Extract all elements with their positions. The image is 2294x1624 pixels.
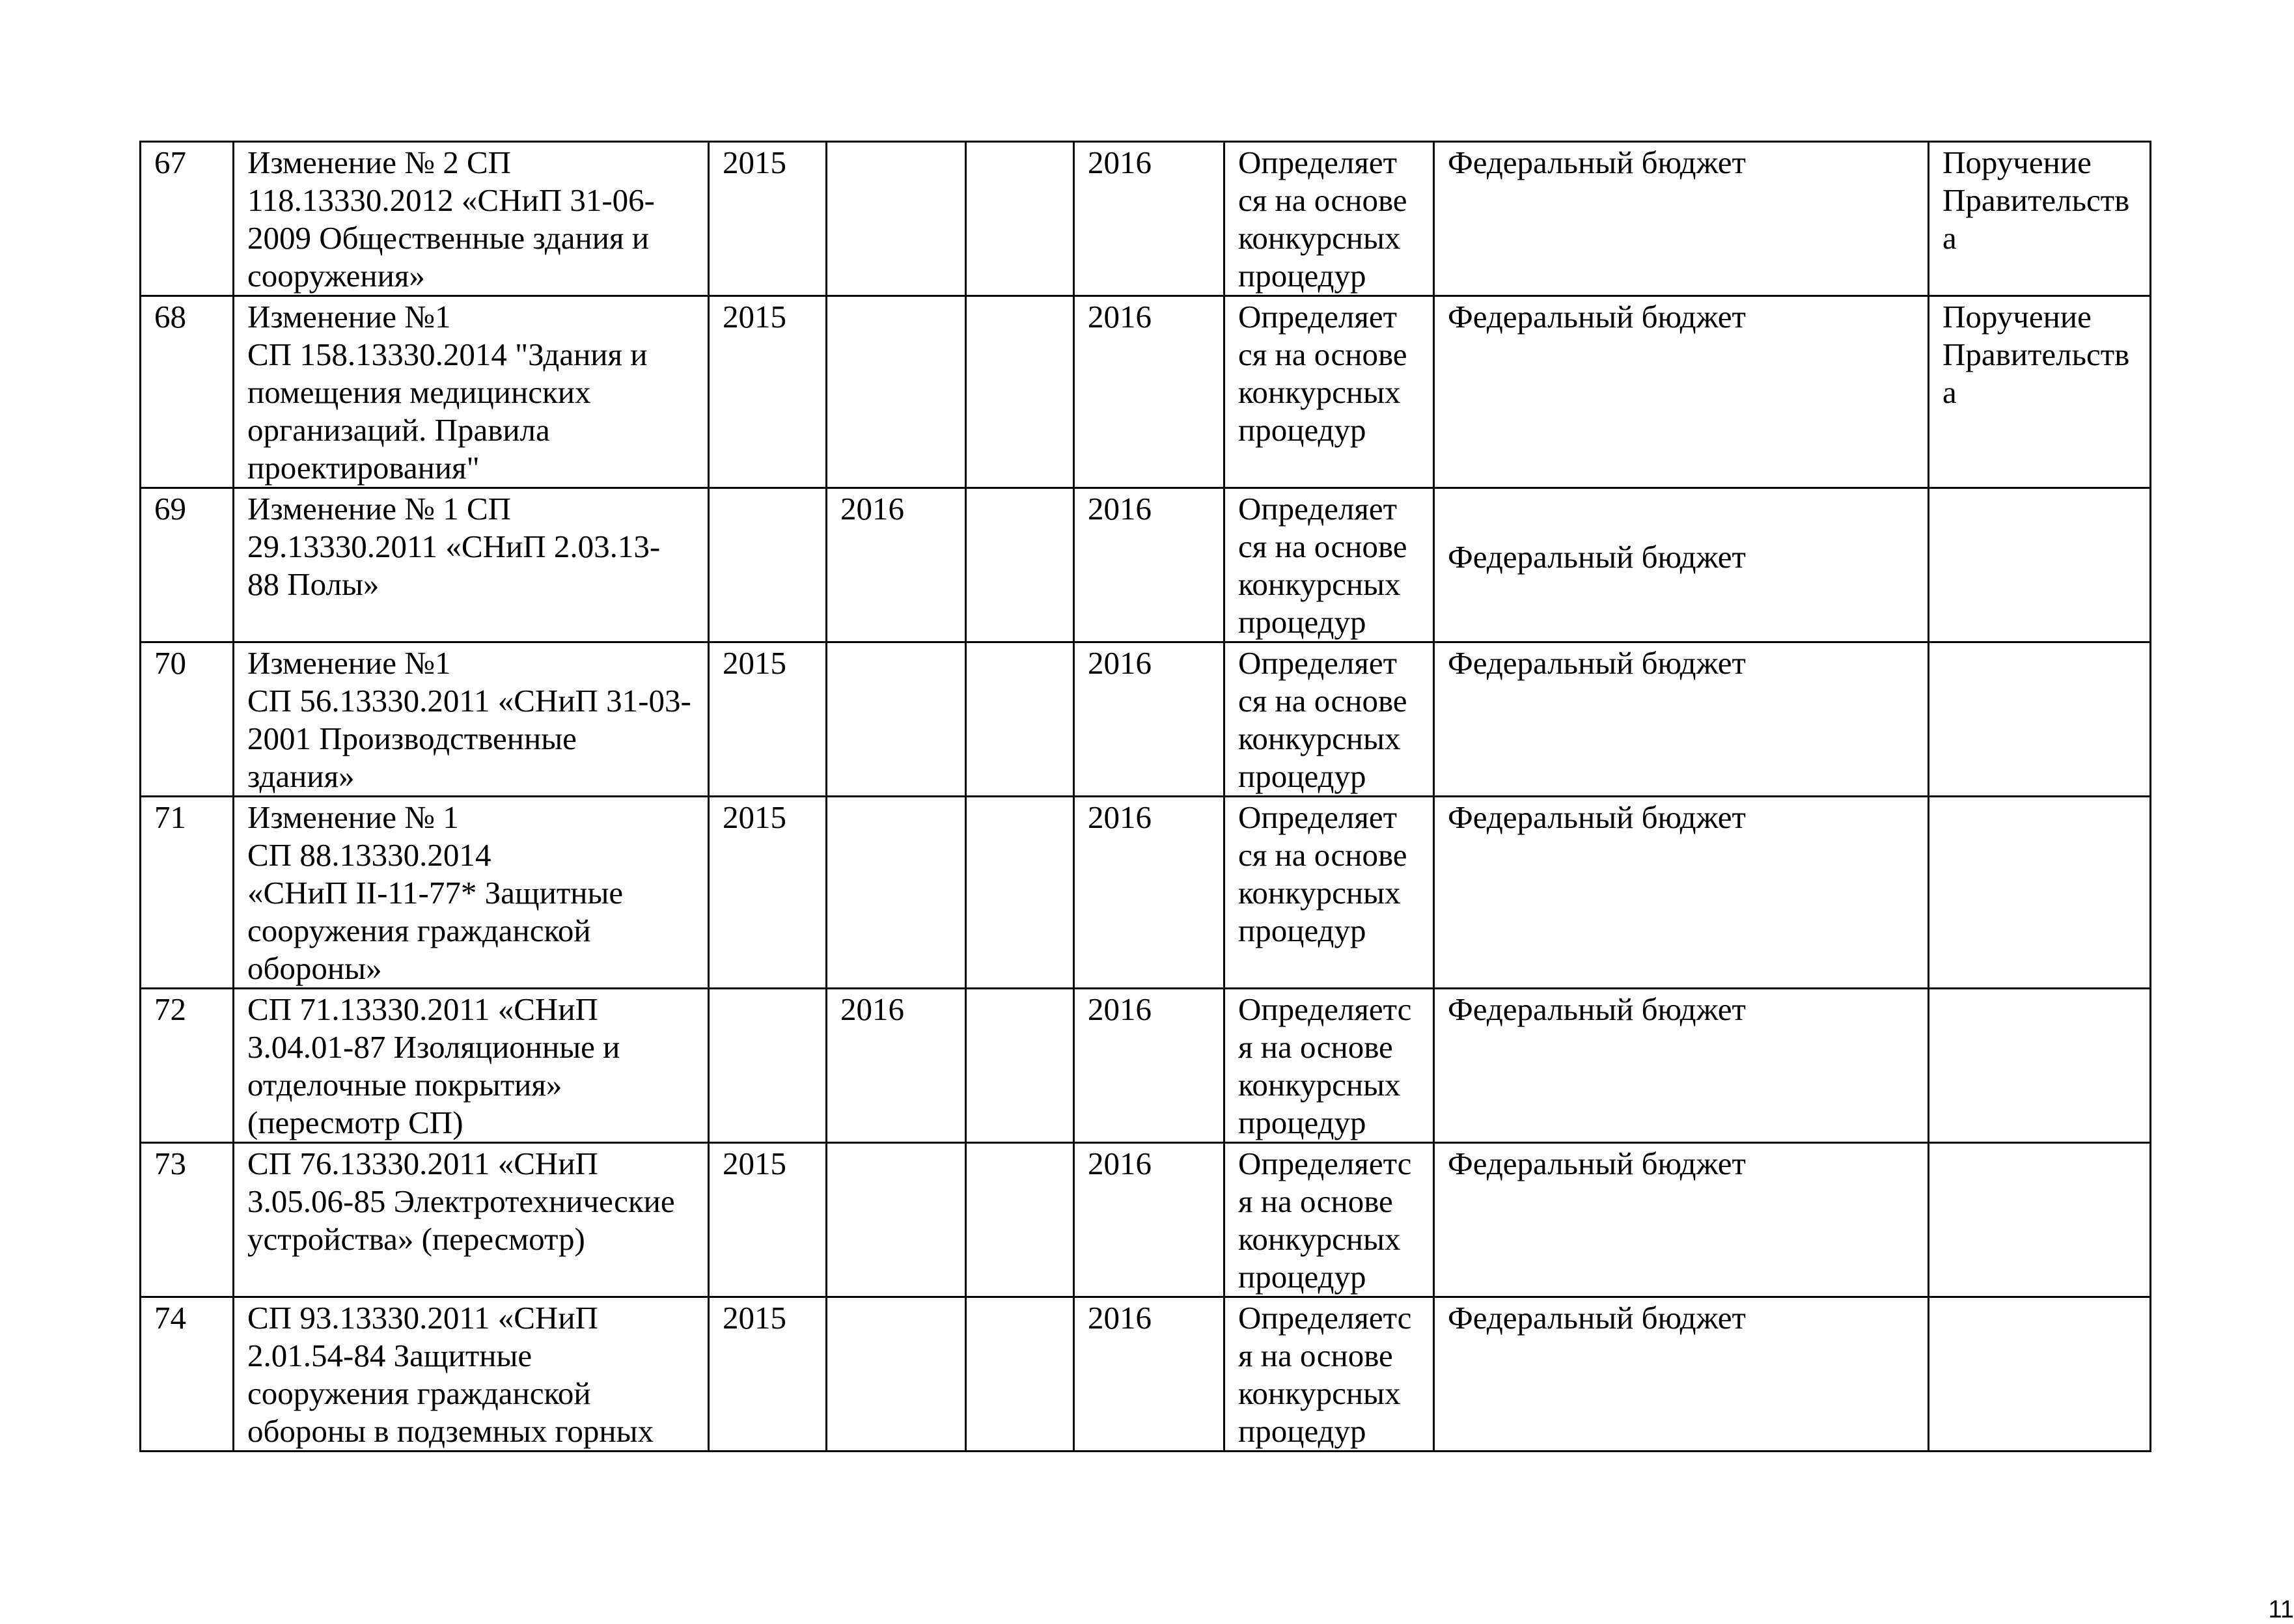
funding-source: Федеральный бюджет [1434,488,1929,642]
document-name: Изменение № 1 СП 29.13330.2011 «СНиП 2.03.13- 88 Полы» [234,488,709,642]
start-year-alt [827,797,966,989]
basis [1929,1297,2151,1452]
document-name: Изменение №1 СП 56.13330.2011 «СНиП 31-03- 2001 Производственные здания» [234,642,709,797]
document-name: СП 71.13330.2011 «СНиП 3.04.01-87 Изоляционные и отделочные покрытия» (пересмотр СП) [234,989,709,1143]
basis: Поручение Правительства [1929,296,2151,488]
basis [1929,642,2151,797]
document-name: Изменение № 1 СП 88.13330.2014 «СНиП II-11-77* Защитные сооружения гражданской обороны» [234,797,709,989]
table-row [141,488,2151,642]
funding-source: Федеральный бюджет [1434,797,1929,989]
basis [1929,797,2151,989]
executor: Определяет ся на основе конкурсных процедур [1224,642,1434,797]
basis [1929,989,2151,1143]
start-year: 2015 [709,296,827,488]
start-year-alt: 2016 [827,488,966,642]
start-year-alt [827,142,966,296]
end-year: 2016 [1074,797,1224,989]
basis [1929,1143,2151,1297]
empty-cell [966,1143,1074,1297]
row-number: 73 [141,1143,234,1297]
start-year: 2015 [709,142,827,296]
document-name: СП 93.13330.2011 «СНиП 2.01.54-84 Защитные сооружения гражданской обороны в подземных горных [234,1297,709,1452]
table-row [141,989,2151,1143]
empty-cell [966,296,1074,488]
end-year: 2016 [1074,1297,1224,1452]
executor: Определяет ся на основе конкурсных процедур [1224,488,1434,642]
executor: Определяетс я на основе конкурсных процедур [1224,1297,1434,1452]
empty-cell [966,797,1074,989]
empty-cell [966,989,1074,1143]
table-row [141,296,2151,488]
funding-source: Федеральный бюджет [1434,642,1929,797]
end-year: 2016 [1074,1143,1224,1297]
executor: Определяетс я на основе конкурсных процедур [1224,1143,1434,1297]
start-year [709,989,827,1143]
end-year: 2016 [1074,642,1224,797]
row-number: 69 [141,488,234,642]
funding-source: Федеральный бюджет [1434,989,1929,1143]
start-year-alt [827,1143,966,1297]
executor: Определяетс я на основе конкурсных процедур [1224,989,1434,1143]
executor: Определяет ся на основе конкурсных процедур [1224,296,1434,488]
standards-plan-table [139,141,2151,1452]
end-year: 2016 [1074,142,1224,296]
funding-source: Федеральный бюджет [1434,296,1929,488]
end-year: 2016 [1074,488,1224,642]
table-row [141,797,2151,989]
end-year: 2016 [1074,989,1224,1143]
start-year: 2015 [709,797,827,989]
basis: Поручение Правительства [1929,142,2151,296]
row-number: 72 [141,989,234,1143]
empty-cell [966,642,1074,797]
empty-cell [966,1297,1074,1452]
empty-cell [966,142,1074,296]
table-row [141,642,2151,797]
start-year: 2015 [709,1143,827,1297]
document-sheet [139,141,2294,1623]
row-number: 67 [141,142,234,296]
basis [1929,488,2151,642]
page-number: 11 [2268,1596,2294,1623]
start-year [709,488,827,642]
executor: Определяет ся на основе конкурсных процедур [1224,142,1434,296]
row-number: 71 [141,797,234,989]
row-number: 68 [141,296,234,488]
start-year-alt: 2016 [827,989,966,1143]
row-number: 70 [141,642,234,797]
document-name: Изменение № 2 СП 118.13330.2012 «СНиП 31-06- 2009 Общественные здания и сооружения» [234,142,709,296]
funding-source: Федеральный бюджет [1434,1297,1929,1452]
document-name: СП 76.13330.2011 «СНиП 3.05.06-85 Электротехнические устройства» (пересмотр) [234,1143,709,1297]
start-year: 2015 [709,1297,827,1452]
document-name: Изменение №1 СП 158.13330.2014 "Здания и помещения медицинских организаций. Правила проектирования" [234,296,709,488]
table-row [141,142,2151,296]
executor: Определяет ся на основе конкурсных процедур [1224,797,1434,989]
start-year-alt [827,296,966,488]
table-row [141,1297,2151,1452]
empty-cell [966,488,1074,642]
end-year: 2016 [1074,296,1224,488]
start-year-alt [827,1297,966,1452]
funding-source: Федеральный бюджет [1434,142,1929,296]
funding-source: Федеральный бюджет [1434,1143,1929,1297]
start-year: 2015 [709,642,827,797]
row-number: 74 [141,1297,234,1452]
table-row [141,1143,2151,1297]
table-body [141,142,2151,1452]
start-year-alt [827,642,966,797]
